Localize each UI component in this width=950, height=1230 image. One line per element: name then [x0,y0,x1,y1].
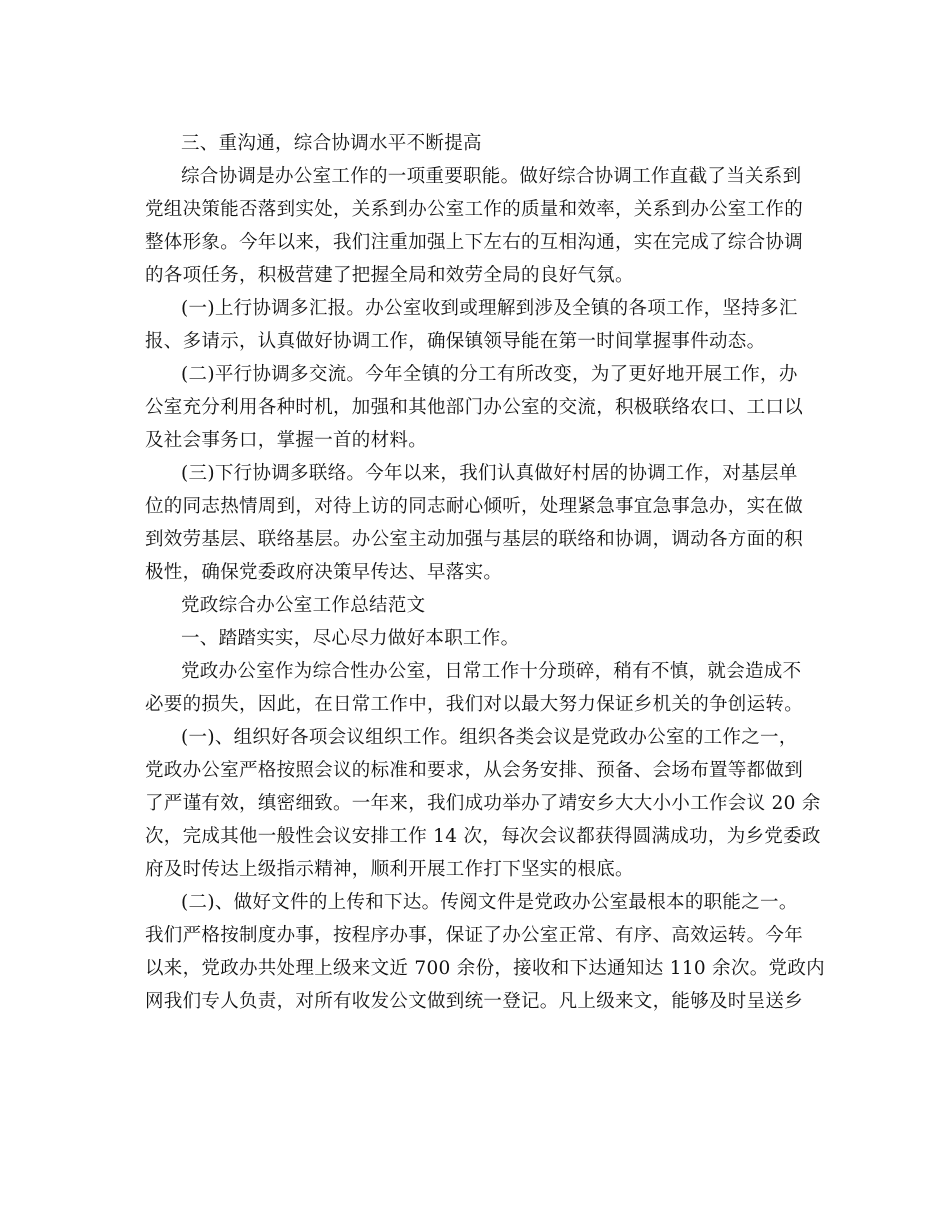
text-line: 网我们专人负责，对所有收发公文做到统一登记。凡上级来文，能够及时呈送乡 [145,991,804,1012]
paragraph [145,358,807,457]
text-line: 党政办公室作为综合性办公室，日常工作十分琐碎，稍有不慎，就会造成不 [181,661,802,682]
section-title [145,589,807,622]
document-page [145,127,825,1018]
text-line: 到效劳基层、联络基层。办公室主动加强与基层的联络和协调，调动各方面的积 [145,529,804,550]
text-line: 位的同志热情周到，对待上访的同志耐心倾听，处理紧急事宜急事急办，实在做 [145,496,804,517]
text-line: 以来，党政办共处理上级来文近 700 余份，接收和下达通知达 110 余次。党政内 [145,958,825,979]
text-line: (一)、组织好各项会议组织工作。组织各类会议是党政办公室的工作之一， [181,727,798,748]
text-line: (二)平行协调多交流。今年全镇的分工有所改变，为了更好地开展工作，办 [181,364,798,385]
text-line: 府及时传达上级指示精神，顺利开展工作打下坚实的根底。 [145,859,634,880]
text-line: 党政办公室严格按照会议的标准和要求，从会务安排、预备、会场布置等都做到 [145,760,804,781]
text-line: 报、多请示，认真做好协调工作，确保镇领导能在第一时间掌握事件动态。 [145,331,766,352]
text-line: (一)上行协调多汇报。办公室收到或理解到涉及全镇的各项工作，坚持多汇 [181,298,798,319]
text-line: (二)、做好文件的上传和下达。传阅文件是党政办公室最根本的职能之一。 [181,892,798,913]
section-heading [145,127,807,160]
paragraph [145,292,807,358]
text-line: 必要的损失，因此，在日常工作中，我们对以最大努力保证乡机关的争创运转。 [145,694,804,715]
text-line: 综合协调是办公室工作的一项重要职能。做好综合协调工作直截了当关系到 [181,166,802,187]
text-line: 的各项任务，积极营建了把握全局和效劳全局的良好气氛。 [145,265,634,286]
text-line: 我们严格按制度办事，按程序办事，保证了办公室正常、有序、高效运转。今年 [145,925,804,946]
text-line: 一、踏踏实实，尽心尽力做好本职工作。 [181,628,520,649]
text-line: 党政综合办公室工作总结范文 [181,595,426,616]
paragraph [145,457,807,589]
text-line: 整体形象。今年以来，我们注重加强上下左右的互相沟通，实在完成了综合协调 [145,232,804,253]
text-line: 三、重沟通，综合协调水平不断提高 [181,133,482,154]
text-line: 党组决策能否落到实处，关系到办公室工作的质量和效率，关系到办公室工作的 [145,199,804,220]
paragraph [145,886,825,1018]
text-line: 了严谨有效，缜密细致。一年来，我们成功举办了靖安乡大大小小工作会议 20 余 [145,793,821,814]
paragraph [145,655,807,721]
text-line: 公室充分利用各种时机，加强和其他部门办公室的交流，积极联络农口、工口以 [145,397,804,418]
paragraph [145,721,821,886]
text-line: (三)下行协调多联络。今年以来，我们认真做好村居的协调工作，对基层单 [181,463,798,484]
text-line: 及社会事务口，掌握一首的材料。 [145,430,428,451]
text-line: 极性，确保党委政府决策早传达、早落实。 [145,562,503,583]
paragraph [145,160,807,292]
text-line: 次，完成其他一般性会议安排工作 14 次，每次会议都获得圆满成功，为乡党委政 [145,826,821,847]
section-heading [145,622,807,655]
